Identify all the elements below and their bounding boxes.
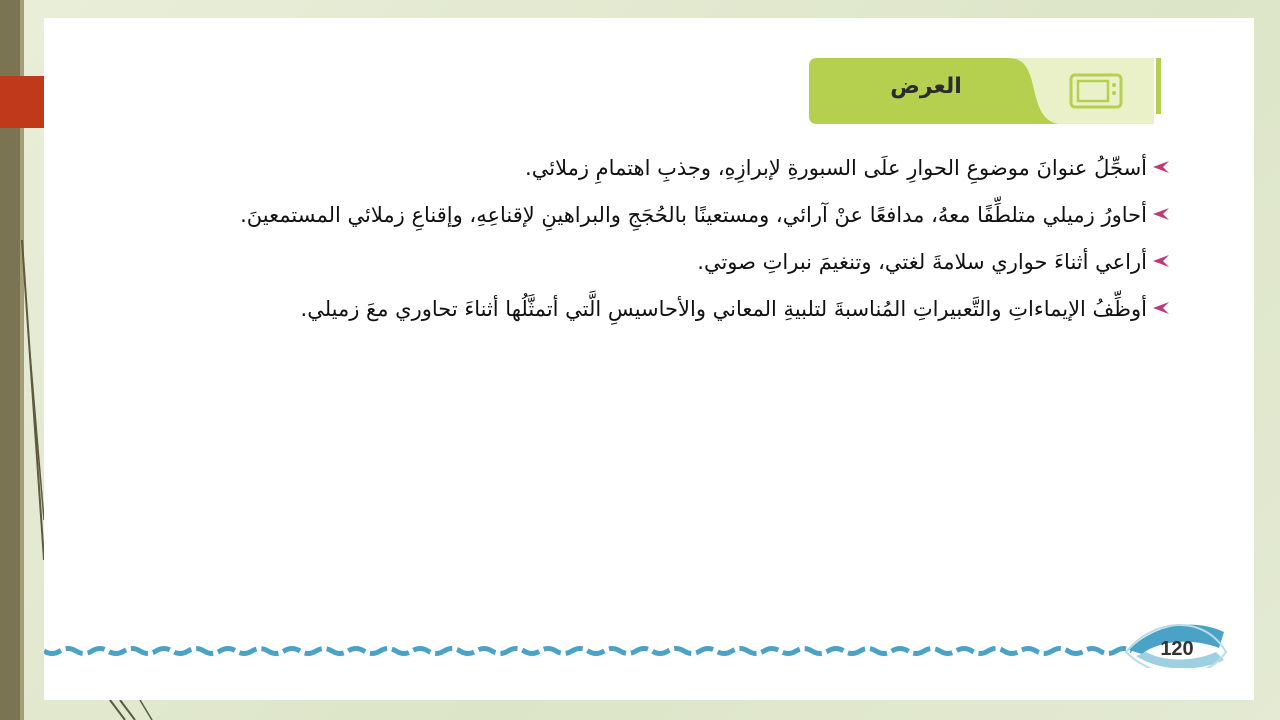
list-item — [139, 197, 1169, 234]
list-item-text: أحاورُ زميلي متلطِّفًا معهُ، مدافعًا عنْ آرائي، ومستعينًا بالحُجَجِ والبراهينِ لإقناعِهِ، وإقناعِ زملائي المستمعينَ. — [240, 203, 1147, 227]
arrow-bullet-icon — [1153, 302, 1169, 314]
list-item-text: أوظِّفُ الإيماءاتِ والتَّعبيراتِ المُناسبةَ لتلبيةِ المعاني والأحاسيسِ الَّتي أتمثَّلُها أثناءَ تحاوري معَ زميلي. — [300, 297, 1147, 321]
section-title: العرض — [890, 74, 962, 99]
list-item-text: أراعي أثناءَ حواري سلامةَ لغتي، وتنغيمَ نبراتِ صوتي. — [697, 250, 1147, 274]
list-item — [139, 244, 1169, 281]
arrow-bullet-icon — [1153, 255, 1169, 267]
page-number: 120 — [1160, 638, 1194, 660]
arrow-bullet-icon — [1153, 161, 1169, 173]
wave-divider — [44, 608, 1254, 668]
list-item-text: أسجِّلُ عنوانَ موضوعِ الحوارِ علَى السبورةِ لإبرازِهِ، وجذبِ اهتمامِ زملائي. — [525, 156, 1147, 180]
arrow-bullet-icon — [1153, 208, 1169, 220]
chapter-tab — [0, 76, 44, 128]
document-page — [44, 18, 1254, 700]
list-item — [139, 150, 1169, 187]
list-item — [139, 291, 1169, 328]
section-header-banner — [809, 58, 1164, 126]
bullet-list — [139, 150, 1169, 338]
